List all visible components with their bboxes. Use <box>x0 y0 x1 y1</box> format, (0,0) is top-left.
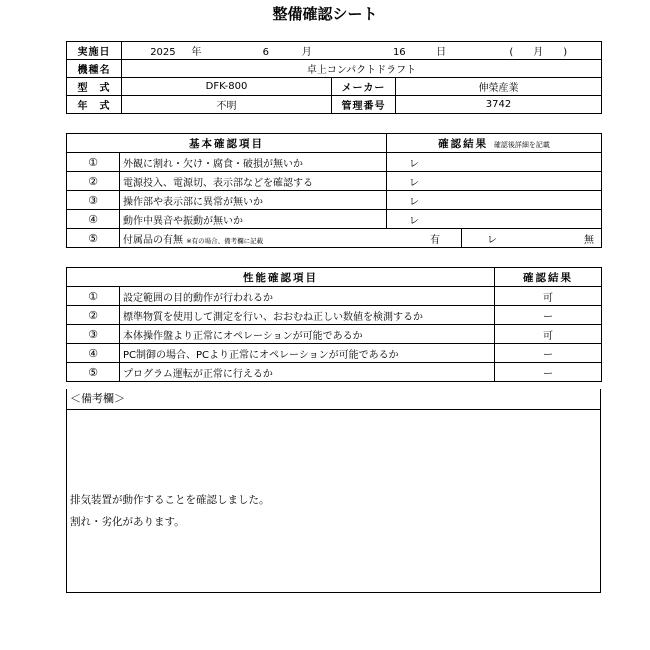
mgmt-label: 管理番号 <box>332 96 396 114</box>
table-row <box>67 210 602 229</box>
perf-items-header: 性能確認項目 <box>67 268 495 287</box>
row-text: 本体操作盤より正常にオペレーションが可能であるか <box>120 325 495 344</box>
row-text <box>120 229 462 248</box>
month-value: 6 <box>262 47 269 58</box>
row-result: ー <box>495 306 602 325</box>
row-result: レ <box>387 191 602 210</box>
table-row <box>67 325 602 344</box>
row-number: ⑤ <box>67 229 120 248</box>
row-result: 可 <box>495 325 602 344</box>
row-number: ① <box>67 153 120 172</box>
table-row <box>67 229 602 248</box>
accessory-mark: レ <box>487 234 497 246</box>
model-name-label: 機種名 <box>67 60 122 78</box>
row-number: ② <box>67 306 120 325</box>
row-text: 電源投入、電源切、表示部などを確認する <box>120 172 387 191</box>
row-number: ④ <box>67 344 120 363</box>
year-value: 2025 <box>150 47 176 58</box>
row-result: ー <box>495 363 602 382</box>
row-number: ① <box>67 287 120 306</box>
row-result: ー <box>495 344 602 363</box>
table-row <box>67 153 602 172</box>
date-row <box>67 42 602 60</box>
month-unit: 月 <box>301 47 312 58</box>
year-row <box>67 96 602 114</box>
row-number: ④ <box>67 210 120 229</box>
perf-result-header: 確認結果 <box>495 268 602 287</box>
row-result: 可 <box>495 287 602 306</box>
basic-result-label: 確認結果 <box>438 137 489 150</box>
accessory-label: 付属品の有無 <box>123 234 183 246</box>
basic-header-row <box>67 134 602 153</box>
basic-items-header: 基本確認項目 <box>67 134 387 153</box>
year-unit: 年 <box>191 47 202 58</box>
date-label: 実施日 <box>67 42 122 60</box>
row-number: ⑤ <box>67 363 120 382</box>
maker-value: 伸榮産業 <box>396 78 602 96</box>
row-number: ③ <box>67 191 120 210</box>
accessory-no: 無 <box>584 234 595 246</box>
model-name-value: 卓上コンパクトドラフト <box>122 60 602 78</box>
basic-check-table <box>66 133 602 248</box>
day-unit: 日 <box>436 47 447 58</box>
performance-check-table <box>66 267 602 382</box>
row-text: 設定範囲の目的動作が行われるか <box>120 287 495 306</box>
accessory-note: ※有の場合、備考欄に記載 <box>186 236 264 245</box>
basic-result-note: 確認後詳細を記載 <box>493 140 550 149</box>
row-number: ② <box>67 172 120 191</box>
model-name-row <box>67 60 602 78</box>
model-year-value: 不明 <box>122 96 332 114</box>
remarks-label: ＜備考欄＞ <box>67 389 600 410</box>
page-title: 整備確認シート <box>272 5 378 23</box>
mgmt-value: 3742 <box>396 96 602 114</box>
remarks-line: 排気装置が動作することを確認しました。 <box>70 494 270 506</box>
maker-label: メーカー <box>332 78 396 96</box>
table-row <box>67 191 602 210</box>
row-result: レ <box>387 153 602 172</box>
row-text: 操作部や表示部に異常が無いか <box>120 191 387 210</box>
table-row <box>67 287 602 306</box>
weekday-value: ( 月 ) <box>509 47 568 58</box>
row-result: レ <box>387 210 602 229</box>
row-text: 動作中異音や振動が無いか <box>120 210 387 229</box>
remarks-line: 割れ・劣化があります。 <box>70 516 185 528</box>
remarks-box <box>66 389 601 593</box>
table-row <box>67 306 602 325</box>
row-text: プログラム運転が正常に行えるか <box>120 363 495 382</box>
date-value <box>122 42 602 60</box>
row-result: レ <box>387 172 602 191</box>
accessory-yes: 有 <box>430 234 440 246</box>
table-row <box>67 344 602 363</box>
day-value: 16 <box>392 47 406 58</box>
basic-result-header <box>387 134 602 153</box>
type-value: DFK-800 <box>122 78 332 96</box>
row-number: ③ <box>67 325 120 344</box>
row-text: 外観に割れ・欠け・腐食・破損が無いか <box>120 153 387 172</box>
model-year-label: 年 式 <box>67 96 122 114</box>
table-row <box>67 172 602 191</box>
accessory-result <box>462 229 602 248</box>
table-row <box>67 363 602 382</box>
row-text: 標準物質を使用して測定を行い、おおむね正しい数値を検測するか <box>120 306 495 325</box>
perf-header-row <box>67 268 602 287</box>
type-row <box>67 78 602 96</box>
type-label: 型 式 <box>67 78 122 96</box>
row-text: PC制御の場合、PCより正常にオペレーションが可能であるか <box>120 344 495 363</box>
info-table <box>66 41 602 114</box>
